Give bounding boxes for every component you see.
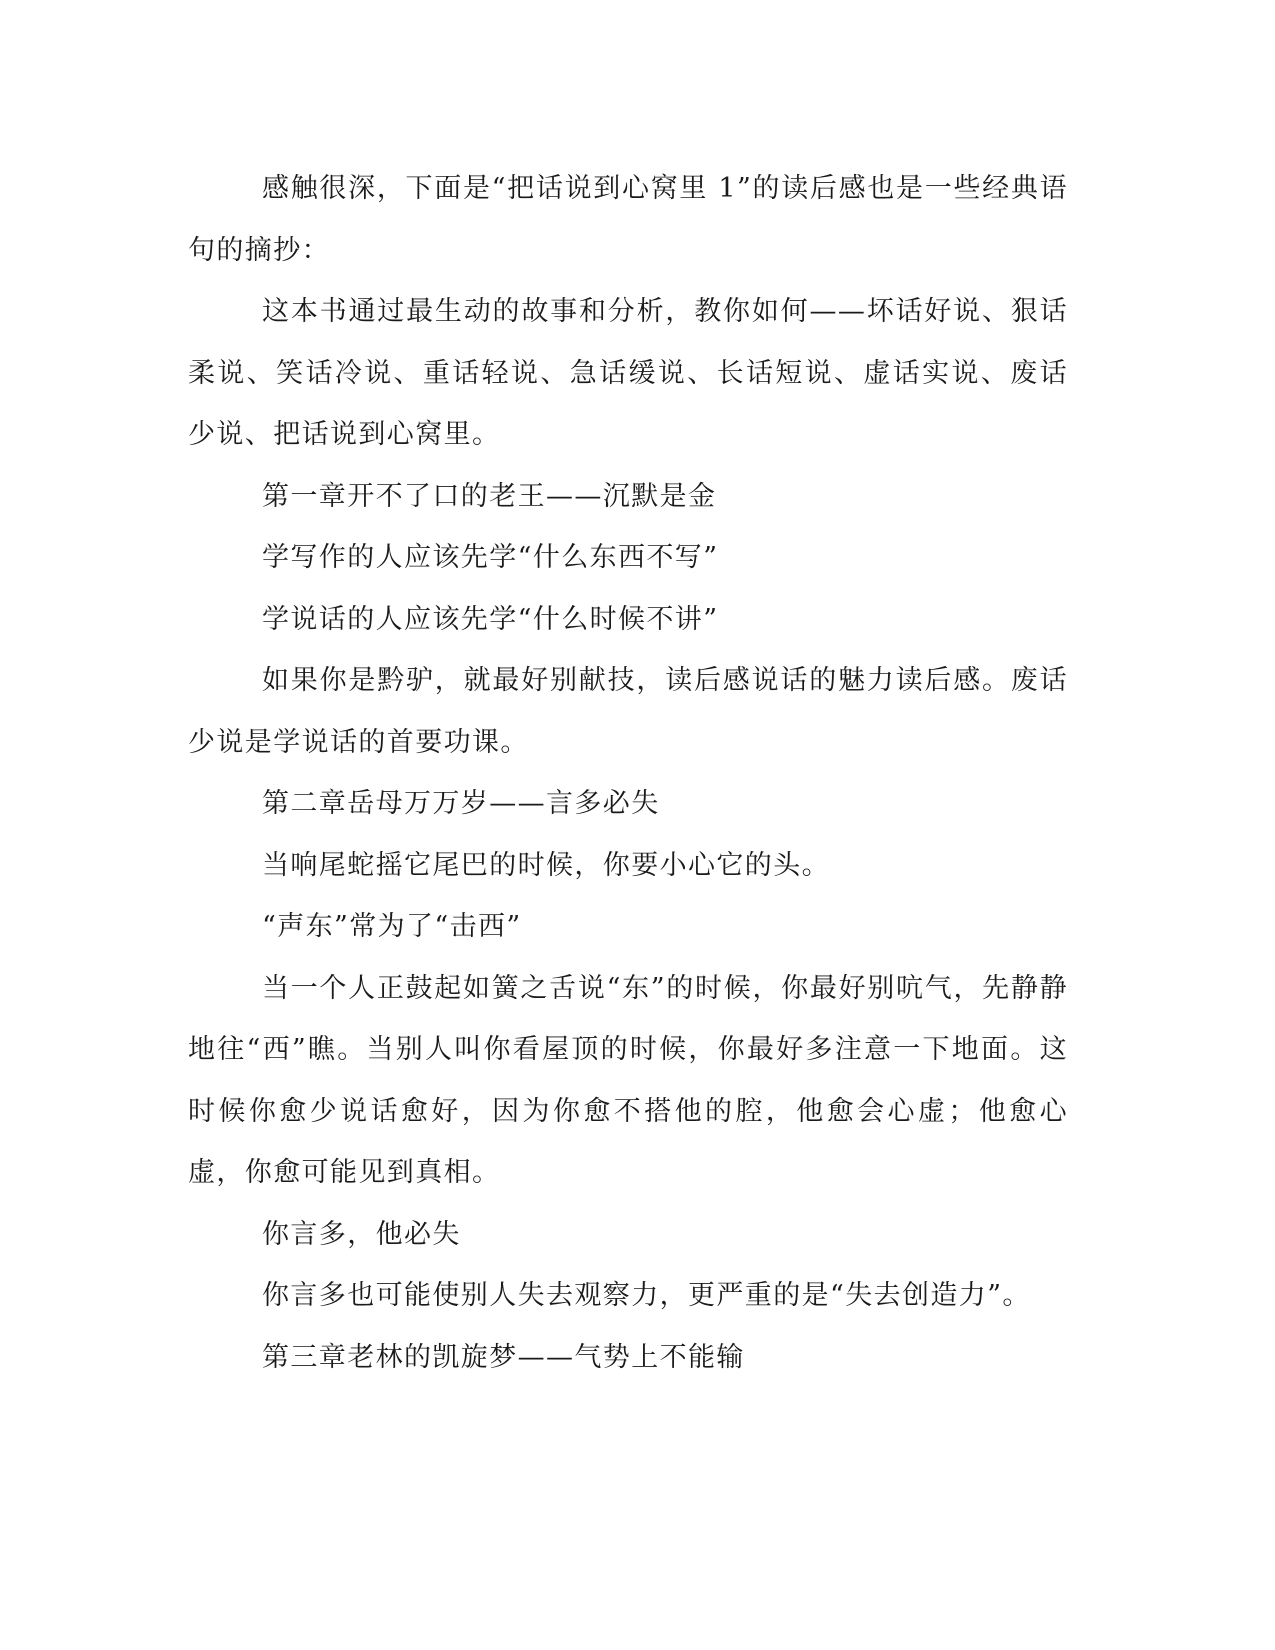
quote-east-west: “声东”常为了“击西” <box>262 911 522 942</box>
chapter-2-heading: 第二章岳母万万岁——言多必失 <box>262 788 660 819</box>
paragraph-intro: 感触很深，下面是“把话说到心窝里 1”的读后感也是一些经典语句的摘抄： <box>188 173 1068 266</box>
paragraph-donkey: 如果你是黔驴，就最好别献技，读后感说话的魅力读后感。废话少说是学说话的首要功课。 <box>188 665 1068 758</box>
paragraph-book-summary: 这本书通过最生动的故事和分析，教你如何——坏话好说、狠话柔说、笑话冷说、重话轻说、急话缓说、长话短说、虚话实说、废话少说、把话说到心窝里。 <box>188 296 1068 450</box>
paragraph-east-west: 当一个人正鼓起如簧之舌说“东”的时候，你最好别吭气，先静静地往“西”瞧。当别人叫你看屋顶的时候，你最好多注意一下地面。这时候你愈少说话愈好，因为你愈不搭他的腔，他愈会心虚；他愈心虚，你愈可能见到真相。 <box>188 972 1068 1188</box>
chapter-1-heading: 第一章开不了口的老王——沉默是金 <box>262 480 717 512</box>
quote-rattlesnake: 当响尾蛇摇它尾巴的时候，你要小心它的头。 <box>262 849 830 881</box>
quote-speaking: 学说话的人应该先学“什么时候不讲” <box>262 603 719 635</box>
quote-writing: 学写作的人应该先学“什么东西不写” <box>262 542 719 573</box>
chapter-3-heading: 第三章老林的凯旋梦——气势上不能输 <box>262 1341 745 1373</box>
paragraph-creativity: 你言多也可能使别人失去观察力，更严重的是“失去创造力”。 <box>262 1280 1031 1311</box>
document-body <box>188 158 1068 1388</box>
quote-you-say-more: 你言多，他必失 <box>262 1218 461 1250</box>
